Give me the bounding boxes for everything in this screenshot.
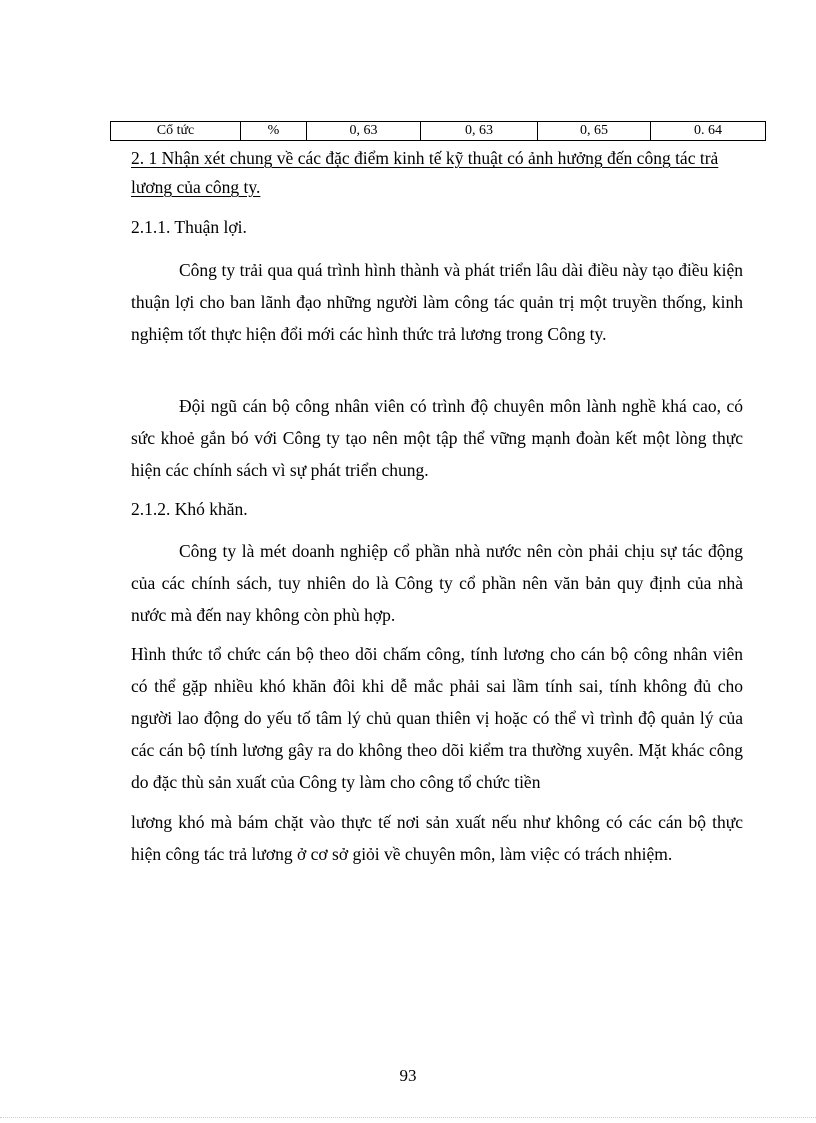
- table-cell-value: 0, 63: [307, 122, 421, 141]
- paragraph-advantages-1: Công ty trải qua quá trình hình thành và phát triển lâu dài điều này tạo điều kiện thuận lợi cho ban lãnh đạo những người làm công tác quản trị một truyền thống, kinh nghiệm tốt thực hiện đổi mới các hình thức trả lương trong Công ty.: [131, 260, 743, 344]
- table-cell-value: 0, 65: [538, 122, 651, 141]
- table-cell-value: 0, 63: [421, 122, 538, 141]
- page-number: 93: [399, 1066, 417, 1085]
- table-cell-unit: %: [241, 122, 307, 141]
- dividend-table: [110, 121, 766, 141]
- section-heading: 2. 1 Nhận xét chung về các đặc điểm kinh tế kỹ thuật có ảnh hưởng đến công tác trả lương của công ty.: [131, 148, 719, 197]
- table-cell-label: Cổ tức: [111, 122, 241, 141]
- table-row: [111, 122, 766, 141]
- subsection-title-advantages: 2.1.1. Thuận lợi.: [131, 217, 247, 237]
- page-bottom-divider: [0, 1117, 816, 1118]
- table-cell-value: 0. 64: [651, 122, 766, 141]
- subsection-title-difficulties: 2.1.2. Khó khăn.: [131, 499, 248, 519]
- paragraph-advantages-2: Đội ngũ cán bộ công nhân viên có trình độ chuyên môn lành nghề khá cao, có sức khoẻ gắn bó với Công ty tạo nên một tập thể vững mạnh đoàn kết một lòng thực hiện các chính sách vì sự phát triển chung.: [131, 396, 743, 480]
- paragraph-difficulties-3: lương khó mà bám chặt vào thực tế nơi sản xuất nếu như không có các cán bộ thực hiện công tác trả lương ở cơ sở giỏi về chuyên môn, làm việc có trách nhiệm.: [131, 812, 743, 864]
- paragraph-difficulties-2: Hình thức tổ chức cán bộ theo dõi chấm công, tính lương cho cán bộ công nhân viên có thể gặp nhiều khó khăn đôi khi dễ mắc phải sai lầm tính sai, tính không đủ cho người lao động do yếu tố tâm lý chủ quan thiên vị hoặc có thể vì trình độ quản lý của các cán bộ tính lương gây ra do không theo dõi kiểm tra thường xuyên. Mặt khác công do đặc thù sản xuất của Công ty làm cho công tổ chức tiền: [131, 644, 743, 792]
- paragraph-difficulties-1: Công ty là mét doanh nghiệp cổ phần nhà nước nên còn phải chịu sự tác động của các chính sách, tuy nhiên do là Công ty cổ phần nên văn bản quy định của nhà nước mà đến nay không còn phù hợp.: [131, 541, 743, 625]
